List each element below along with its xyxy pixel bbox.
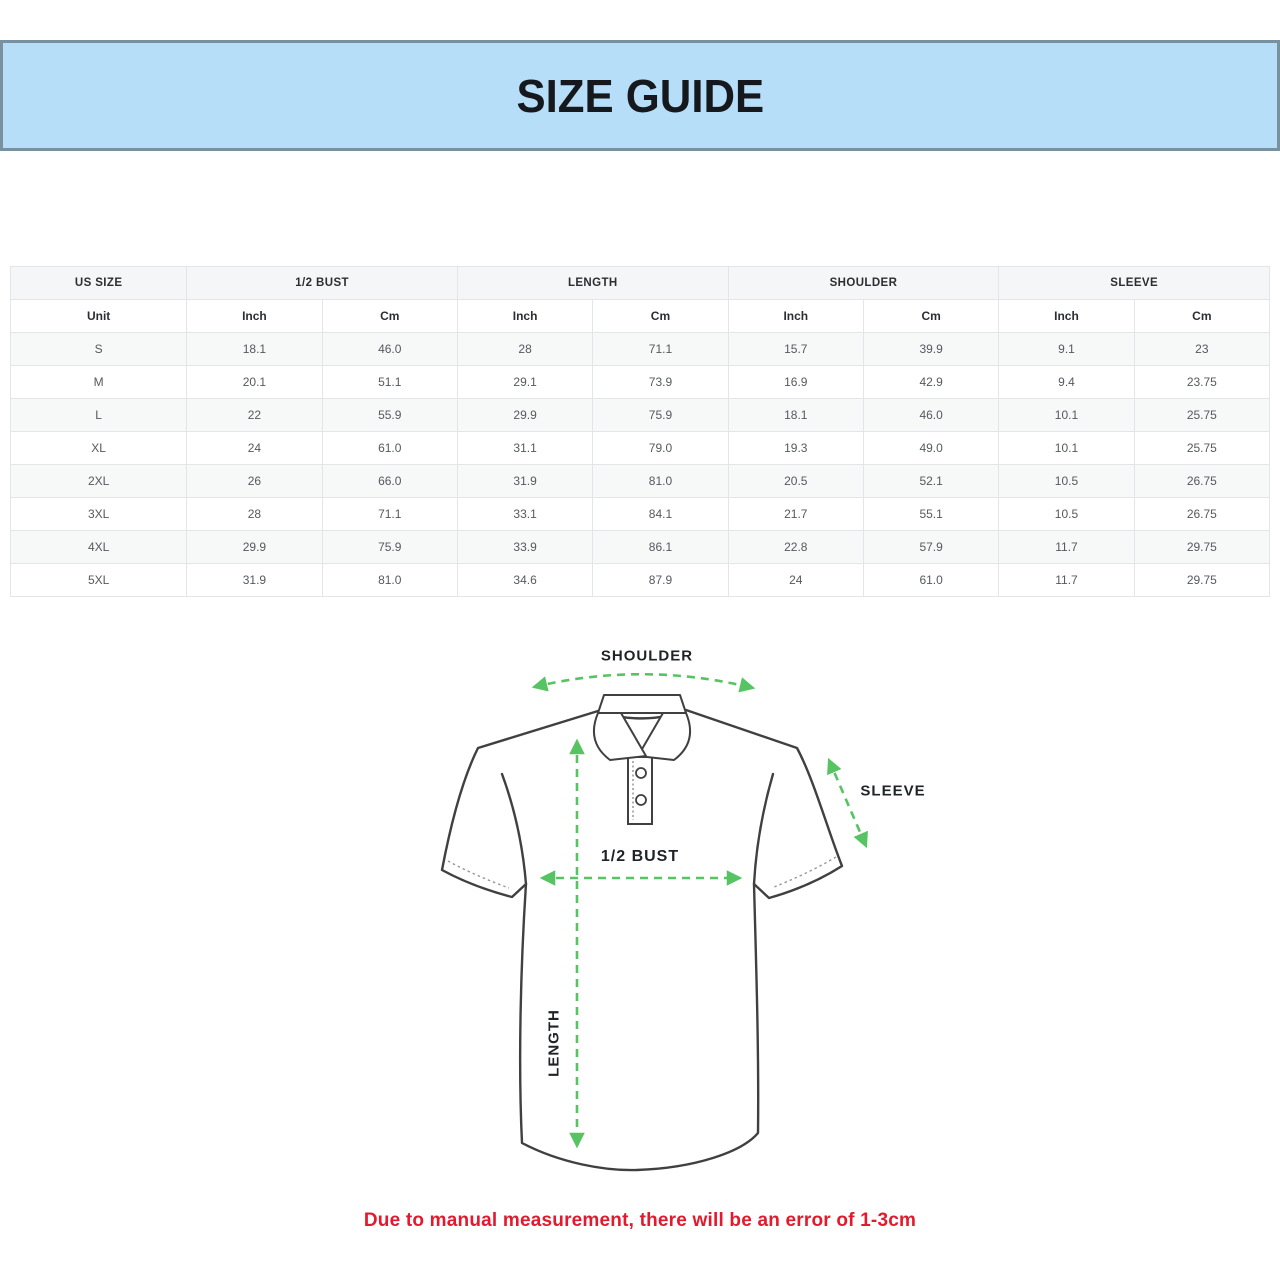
size-value-cell: 75.9	[593, 399, 728, 432]
table-unit-header: Cm	[1134, 300, 1269, 333]
size-value-cell: 10.1	[999, 399, 1134, 432]
size-value-cell: 31.9	[187, 564, 322, 597]
size-value-cell: 24	[187, 432, 322, 465]
size-value-cell: 21.7	[728, 498, 863, 531]
size-value-cell: 34.6	[457, 564, 592, 597]
measurement-note: Due to manual measurement, there will be an error of 1-3cm	[363, 1210, 917, 1231]
table-unit-header: Inch	[187, 300, 322, 333]
size-value-cell: 10.5	[999, 498, 1134, 531]
size-label-cell: 4XL	[11, 531, 187, 564]
size-value-cell: 15.7	[728, 333, 863, 366]
sleeve-arrow	[829, 760, 866, 846]
table-unit-header: Inch	[457, 300, 592, 333]
table-unit-header: Inch	[728, 300, 863, 333]
size-value-cell: 61.0	[863, 564, 998, 597]
size-value-cell: 9.4	[999, 366, 1134, 399]
size-value-cell: 81.0	[322, 564, 457, 597]
table-unit-header: Cm	[322, 300, 457, 333]
size-value-cell: 26.75	[1134, 498, 1269, 531]
size-value-cell: 11.7	[999, 531, 1134, 564]
size-value-cell: 16.9	[728, 366, 863, 399]
size-value-cell: 28	[457, 333, 592, 366]
table-unit-header: Cm	[593, 300, 728, 333]
size-value-cell: 71.1	[322, 498, 457, 531]
page-title: SIZE GUIDE	[516, 69, 764, 122]
size-value-cell: 73.9	[593, 366, 728, 399]
size-value-cell: 55.9	[322, 399, 457, 432]
button-bottom	[636, 795, 646, 805]
size-value-cell: 57.9	[863, 531, 998, 564]
size-label-cell: 3XL	[11, 498, 187, 531]
table-group-header: 1/2 BUST	[187, 267, 458, 300]
size-value-cell: 31.9	[457, 465, 592, 498]
size-value-cell: 18.1	[728, 399, 863, 432]
size-value-cell: 29.9	[187, 531, 322, 564]
size-value-cell: 10.5	[999, 465, 1134, 498]
size-value-cell: 79.0	[593, 432, 728, 465]
size-value-cell: 19.3	[728, 432, 863, 465]
size-value-cell: 86.1	[593, 531, 728, 564]
size-value-cell: 66.0	[322, 465, 457, 498]
size-label-cell: 5XL	[11, 564, 187, 597]
size-label-cell: XL	[11, 432, 187, 465]
size-value-cell: 51.1	[322, 366, 457, 399]
length-label: LENGTH	[545, 1009, 563, 1077]
table-group-header: US SIZE	[11, 267, 187, 300]
size-value-cell: 20.1	[187, 366, 322, 399]
size-value-cell: 39.9	[863, 333, 998, 366]
size-value-cell: 20.5	[728, 465, 863, 498]
size-label-cell: 2XL	[11, 465, 187, 498]
sleeve-label: SLEEVE	[860, 782, 926, 800]
size-value-cell: 81.0	[593, 465, 728, 498]
size-value-cell: 49.0	[863, 432, 998, 465]
size-value-cell: 33.1	[457, 498, 592, 531]
size-value-cell: 25.75	[1134, 399, 1269, 432]
table-unit-header: Unit	[11, 300, 187, 333]
table-group-header: SHOULDER	[728, 267, 999, 300]
size-value-cell: 61.0	[322, 432, 457, 465]
size-value-cell: 29.9	[457, 399, 592, 432]
size-value-cell: 26	[187, 465, 322, 498]
size-value-cell: 46.0	[322, 333, 457, 366]
shoulder-arrow	[534, 674, 753, 688]
size-value-cell: 84.1	[593, 498, 728, 531]
size-label-cell: L	[11, 399, 187, 432]
size-value-cell: 23.75	[1134, 366, 1269, 399]
size-value-cell: 75.9	[322, 531, 457, 564]
size-value-cell: 29.1	[457, 366, 592, 399]
table-unit-header: Cm	[863, 300, 998, 333]
size-value-cell: 55.1	[863, 498, 998, 531]
button-top	[636, 768, 646, 778]
size-value-cell: 22	[187, 399, 322, 432]
placket	[628, 757, 652, 824]
size-value-cell: 18.1	[187, 333, 322, 366]
size-value-cell: 22.8	[728, 531, 863, 564]
size-value-cell: 10.1	[999, 432, 1134, 465]
size-value-cell: 24	[728, 564, 863, 597]
size-value-cell: 11.7	[999, 564, 1134, 597]
size-value-cell: 23	[1134, 333, 1269, 366]
size-value-cell: 29.75	[1134, 564, 1269, 597]
size-value-cell: 42.9	[863, 366, 998, 399]
size-label-cell: S	[11, 333, 187, 366]
size-value-cell: 28	[187, 498, 322, 531]
size-value-cell: 87.9	[593, 564, 728, 597]
shoulder-label: SHOULDER	[600, 647, 694, 665]
size-value-cell: 46.0	[863, 399, 998, 432]
table-group-header: SLEEVE	[999, 267, 1270, 300]
table-unit-header: Inch	[999, 300, 1134, 333]
bust-label: 1/2 BUST	[600, 848, 680, 865]
size-value-cell: 26.75	[1134, 465, 1269, 498]
size-value-cell: 71.1	[593, 333, 728, 366]
size-value-cell: 25.75	[1134, 432, 1269, 465]
size-label-cell: M	[11, 366, 187, 399]
size-value-cell: 33.9	[457, 531, 592, 564]
size-value-cell: 29.75	[1134, 531, 1269, 564]
size-value-cell: 52.1	[863, 465, 998, 498]
size-value-cell: 9.1	[999, 333, 1134, 366]
size-value-cell: 31.1	[457, 432, 592, 465]
table-group-header: LENGTH	[457, 267, 728, 300]
